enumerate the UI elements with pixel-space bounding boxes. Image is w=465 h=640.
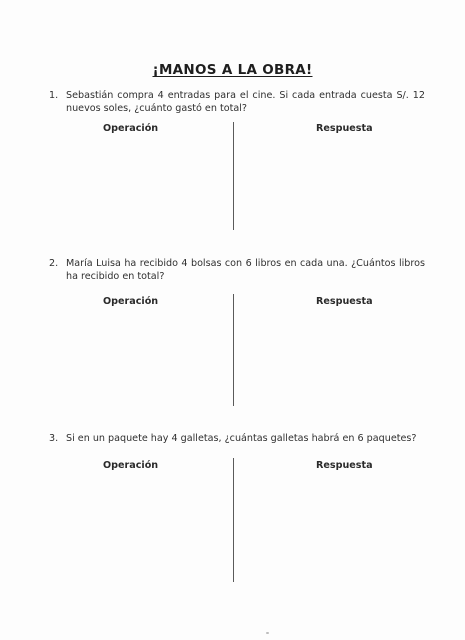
problem-2-operation-label: Operación	[103, 296, 159, 307]
worksheet-title: ¡MANOS A LA OBRA!	[152, 62, 313, 78]
problem-1	[49, 89, 425, 115]
problem-2-text: María Luisa ha recibido 4 bolsas con 6 libros en cada una. ¿Cuántos libros ha recibido en total?	[66, 258, 425, 282]
problem-2	[49, 257, 425, 283]
problem-2-answer-label: Respuesta	[316, 296, 373, 307]
problem-1-answer-label: Respuesta	[316, 123, 373, 134]
problem-3	[49, 432, 425, 445]
problem-1-number: 1.	[49, 90, 59, 101]
problem-2-divider	[233, 294, 234, 406]
problem-3-text: Si en un paquete hay 4 galletas, ¿cuántas galletas habrá en 6 paquetes?	[66, 433, 417, 444]
problem-1-divider	[233, 122, 234, 230]
problem-2-number: 2.	[49, 258, 59, 269]
scan-speck	[266, 632, 269, 634]
problem-3-divider	[233, 458, 234, 582]
problem-3-number: 3.	[49, 433, 59, 444]
problem-1-text: Sebastián compra 4 entradas para el cine. Si cada entrada cuesta S/. 12 nuevos soles, ¿cuánto gastó en total?	[66, 90, 425, 114]
problem-1-operation-label: Operación	[103, 123, 159, 134]
problem-3-operation-label: Operación	[103, 460, 159, 471]
problem-3-answer-label: Respuesta	[316, 460, 373, 471]
